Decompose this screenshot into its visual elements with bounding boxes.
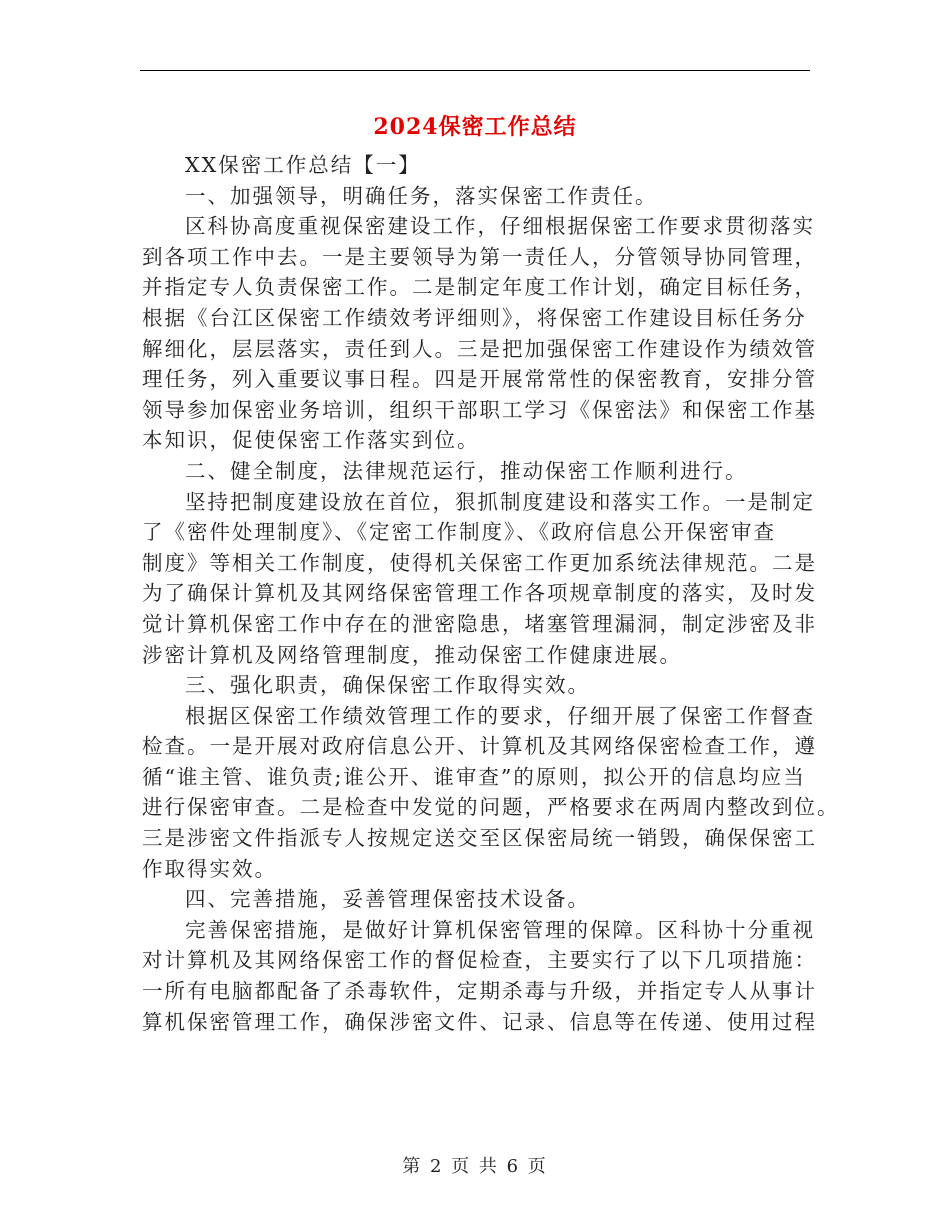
text-line: 三是涉密文件指派专人按规定送交至区保密局统一销毁，确保保密工 bbox=[142, 826, 817, 851]
text-line: 为了确保计算机及其网络保密管理工作各项规章制度的落实，及时发 bbox=[142, 581, 817, 606]
paragraph bbox=[142, 456, 810, 487]
text-line: 区科协高度重视保密建设工作，仔细根据保密工作要求贯彻落实 bbox=[185, 214, 815, 239]
text-line: 觉计算机保密工作中存在的泄密隐患，堵塞管理漏洞，制定涉密及非 bbox=[142, 611, 817, 636]
page-number-footer: 第 2 页 共 6 页 bbox=[402, 1156, 548, 1177]
header-rule bbox=[140, 70, 810, 71]
paragraph bbox=[142, 884, 810, 915]
text-line: 理任务，列入重要议事日程。四是开展常常性的保密教育，安排分管 bbox=[142, 367, 817, 392]
text-line: 一、加强领导，明确任务，落实保密工作责任。 bbox=[185, 183, 658, 208]
text-line: 循“谁主管、谁负责;谁公开、谁审查”的原则，拟公开的信息均应当 bbox=[142, 764, 806, 789]
text-line: 领导参加保密业务培训，组织干部职工学习《保密法》和保密工作基 bbox=[142, 397, 817, 422]
text-line: 解细化，层层落实，责任到人。三是把加强保密工作建设作为绩效管 bbox=[142, 336, 817, 361]
paragraph bbox=[142, 670, 810, 701]
text-line: 到各项工作中去。一是主要领导为第一责任人，分管领导协同管理， bbox=[142, 244, 817, 269]
paragraph bbox=[142, 211, 817, 456]
paragraph bbox=[142, 150, 810, 181]
text-line: 并指定专人负责保密工作。二是制定年度工作计划，确定目标任务， bbox=[142, 275, 817, 300]
text-line: 涉密计算机及网络管理制度，推动保密工作健康进展。 bbox=[142, 642, 682, 667]
text-line: 根据区保密工作绩效管理工作的要求，仔细开展了保密工作督查 bbox=[185, 703, 815, 728]
text-line: 了《密件处理制度》、《定密工作制度》、《政府信息公开保密审查 bbox=[142, 520, 776, 545]
text-line: 制度》等相关工作制度，使得机关保密工作更加系统法律规范。二是 bbox=[142, 550, 817, 575]
text-line: 根据《台江区保密工作绩效考评细则》，将保密工作建设目标任务分 bbox=[142, 305, 807, 330]
text-line: 完善保密措施，是做好计算机保密管理的保障。区科协十分重视 bbox=[185, 917, 815, 942]
document-body bbox=[142, 150, 840, 1037]
text-line: 本知识，促使保密工作落实到位。 bbox=[142, 428, 480, 453]
text-line: 二、健全制度，法律规范运行，推动保密工作顺利进行。 bbox=[185, 458, 748, 483]
text-line: 一所有电脑都配备了杀毒软件，定期杀毒与升级，并指定专人从事计 bbox=[142, 979, 817, 1004]
document-title: 2024保密工作总结 bbox=[373, 114, 577, 140]
text-line: XX保密工作总结【一】 bbox=[185, 153, 421, 177]
paragraph bbox=[142, 915, 817, 1037]
paragraph bbox=[142, 487, 817, 671]
text-line: 进行保密审查。二是检查中发觉的问题，严格要求在两周内整改到位。 bbox=[142, 795, 840, 820]
text-line: 四、完善措施，妥善管理保密技术设备。 bbox=[185, 887, 590, 912]
text-line: 坚持把制度建设放在首位，狠抓制度建设和落实工作。一是制定 bbox=[185, 489, 815, 514]
text-line: 检查。一是开展对政府信息公开、计算机及其网络保密检查工作，遵 bbox=[142, 734, 817, 759]
text-line: 三、强化职责，确保保密工作取得实效。 bbox=[185, 673, 590, 698]
paragraph bbox=[142, 181, 810, 212]
paragraph bbox=[142, 701, 840, 885]
text-line: 对计算机及其网络保密工作的督促检查，主要实行了以下几项措施： bbox=[142, 948, 817, 973]
text-line: 作取得实效。 bbox=[142, 856, 277, 881]
text-line: 算机保密管理工作，确保涉密文件、记录、信息等在传递、使用过程 bbox=[142, 1009, 817, 1034]
